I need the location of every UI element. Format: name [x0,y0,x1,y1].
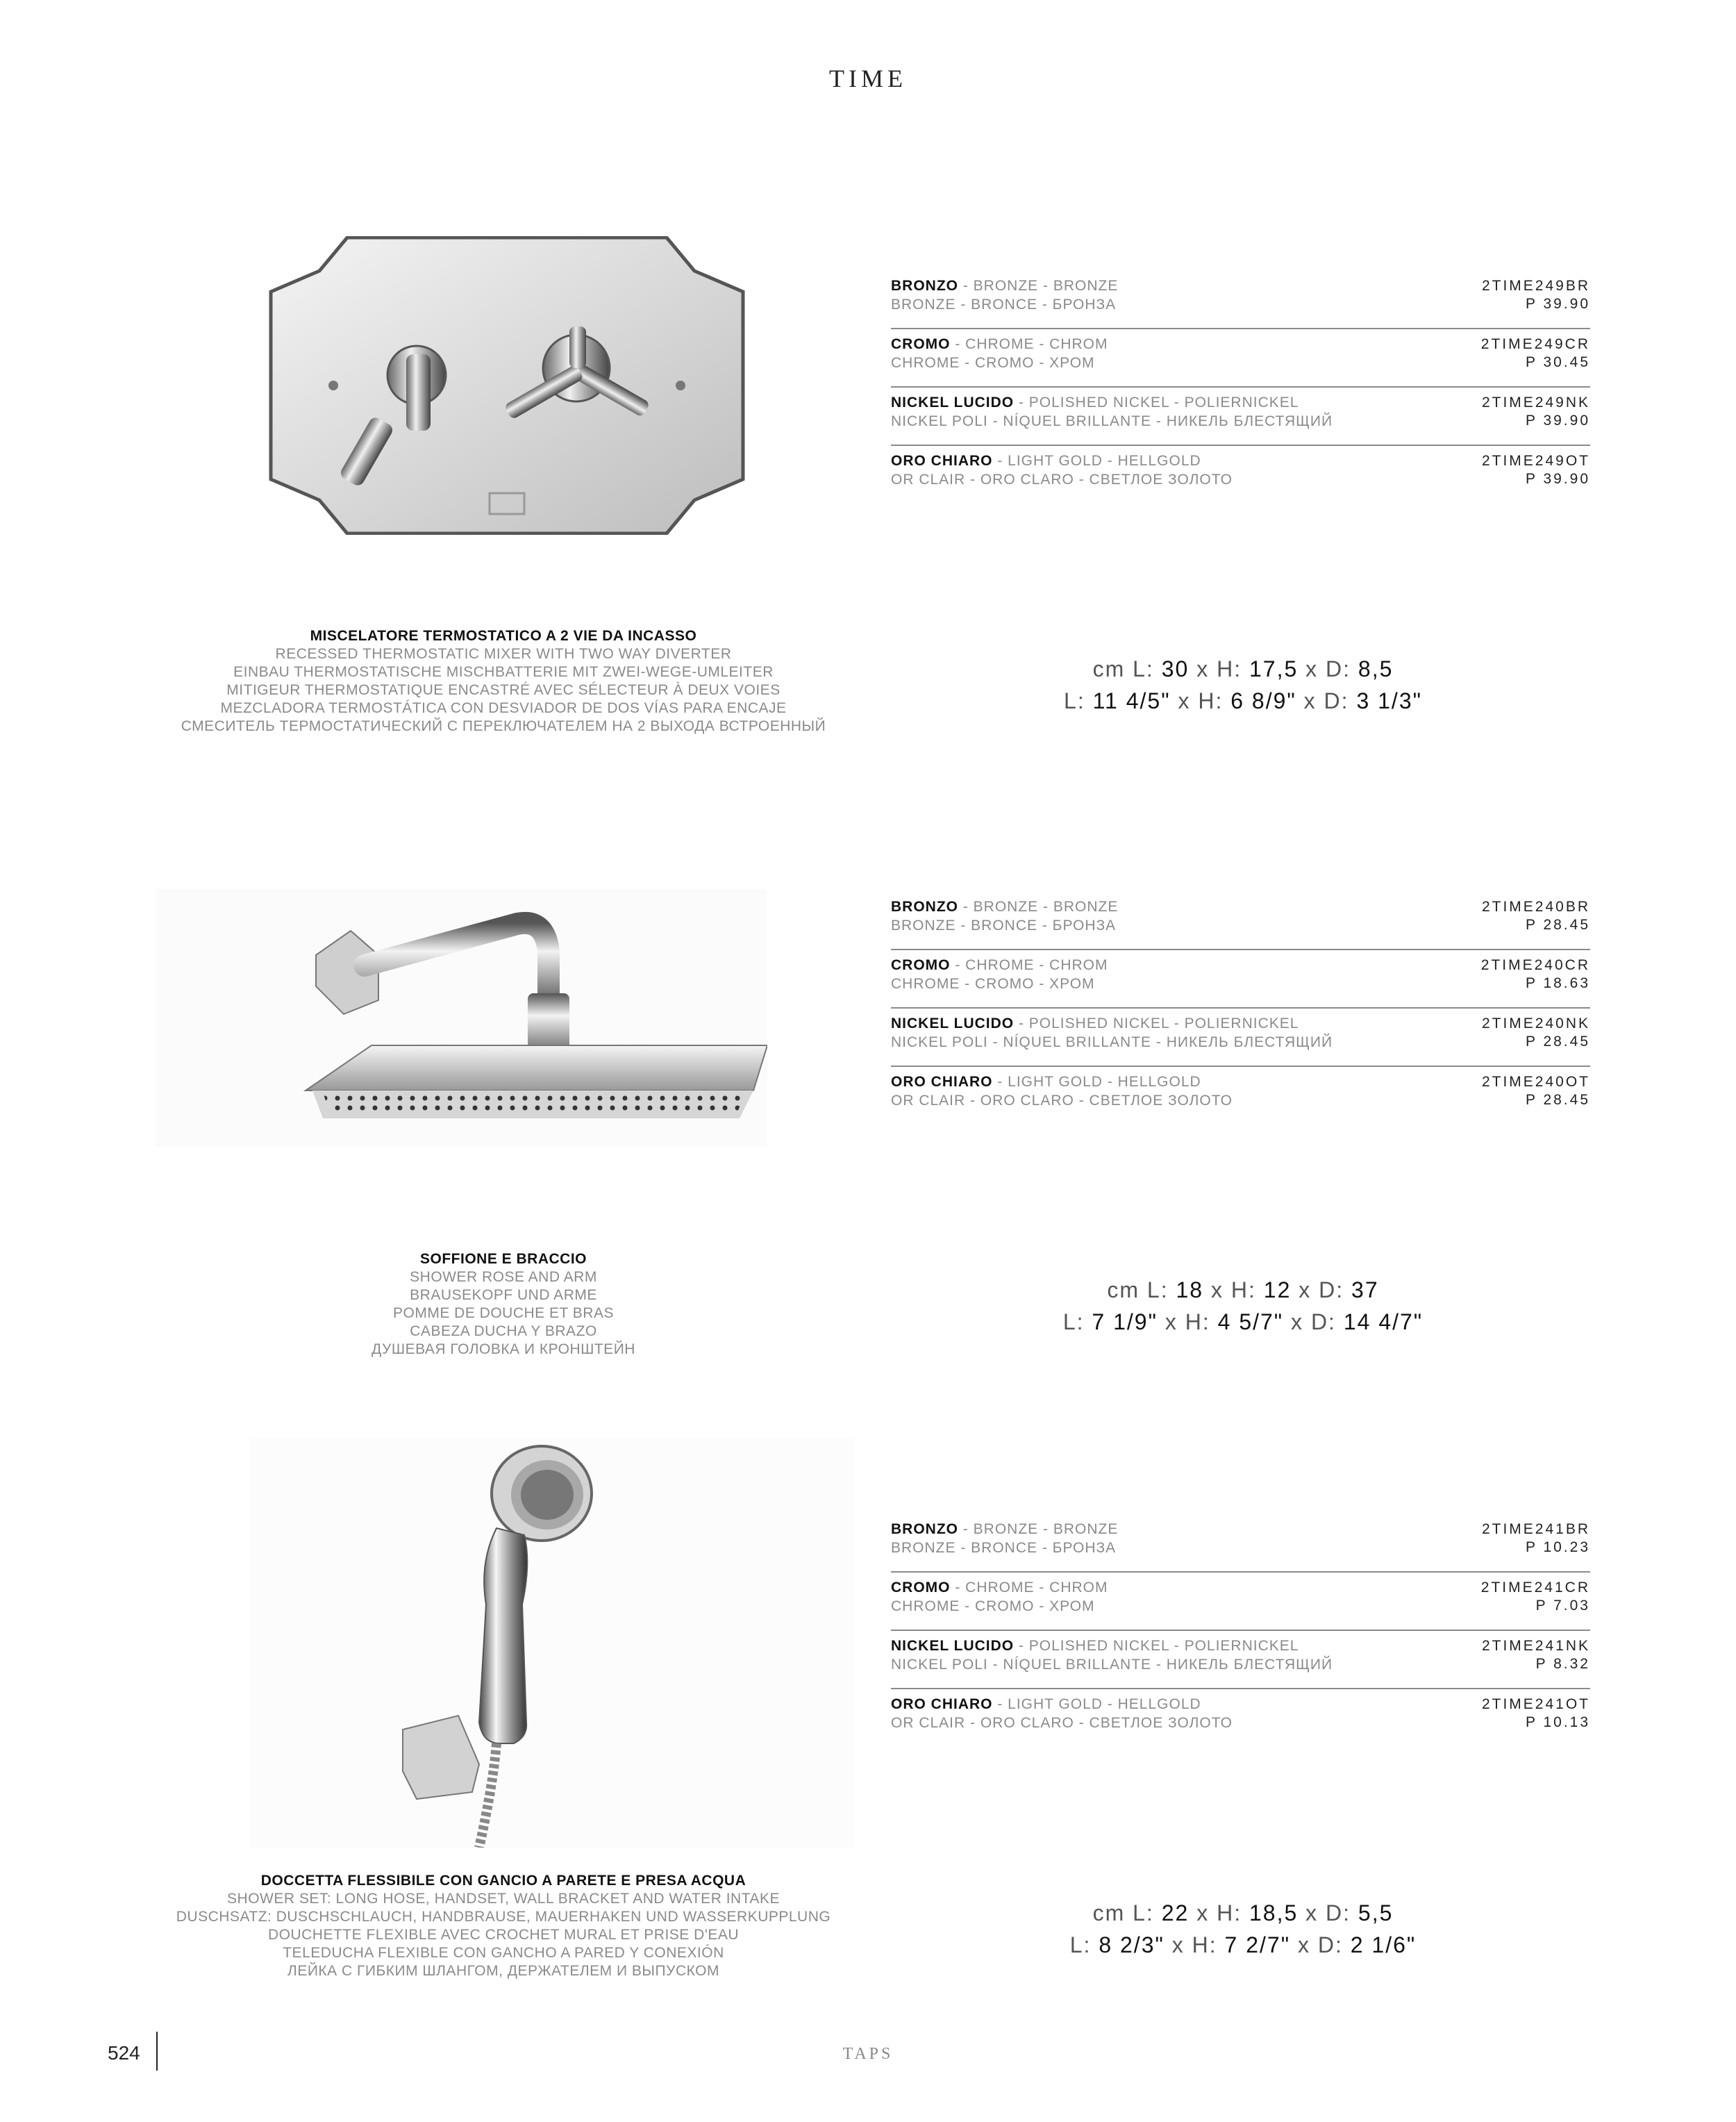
price: P 10.23 [1525,1539,1590,1555]
finish-name: ORO CHIARO [891,1696,993,1712]
product-description [146,1250,861,1359]
dimensions [965,1897,1521,1961]
finish-translations: - BRONZE - BRONZE [958,278,1119,294]
finish-translations-2: NICKEL POLI - NÍQUEL BRILLANTE - НИКЕЛЬ БЛЕСТЯЩИЙ [891,1034,1333,1050]
variant-row [891,1631,1590,1689]
variant-row [891,1067,1590,1124]
dimensions [965,1274,1521,1338]
price: P 39.90 [1525,296,1590,312]
product-code: 2TIME249NK [1481,395,1590,411]
finish-translations-2: OR CLAIR - ORO CLARO - СВЕТЛОЕ ЗОЛОТО [891,472,1233,488]
product-code: 2TIME240OT [1481,1074,1590,1090]
finish-name: NICKEL LUCIDO [891,1638,1015,1654]
description-line: СМЕСИТЕЛЬ ТЕРМОСТАТИЧЕСКИЙ С ПЕРЕКЛЮЧАТЕЛЕМ НА 2 ВЫХОДА ВСТРОЕННЫЙ [181,718,826,734]
variant-row [891,950,1590,1009]
description-line: BRAUSEKOPF UND ARME [410,1287,597,1303]
section-label: TAPS [842,2045,894,2063]
page-number: 524 [108,2042,140,2064]
product-code: 2TIME241CR [1480,1580,1590,1595]
price: P 10.13 [1525,1714,1590,1730]
variant-row [891,1514,1590,1573]
price: P 30.45 [1525,354,1590,370]
dimensions-metric: cm L: 30 x H: 17,5 x D: 8,5 [1092,656,1394,681]
variant-row [891,1009,1590,1067]
finish-name: CROMO [891,957,951,973]
product-code: 2TIME249CR [1480,336,1590,352]
finish-translations: - CHROME - CHROM [950,957,1108,973]
description-line: MEZCLADORA TERMOSTÁTICA CON DESVIADOR DE DOS VÍAS PARA ENCAJE [220,700,787,716]
product-code: 2TIME241NK [1481,1638,1590,1654]
dimensions [965,653,1521,717]
finish-name: ORO CHIARO [891,1074,993,1090]
description-line: SHOWER SET: LONG HOSE, HANDSET, WALL BRACKET AND WATER INTAKE [227,1891,780,1907]
finish-translations-2: CHROME - CROMO - ХРОМ [891,1598,1095,1614]
price: P 8.32 [1535,1656,1590,1672]
finish-translations: - BRONZE - BRONZE [958,899,1119,915]
finish-translations-2: BRONZE - BRONCE - БРОНЗА [891,1540,1117,1556]
product-description [146,627,861,736]
finish-translations-2: OR CLAIR - ORO CLARO - СВЕТЛОЕ ЗОЛОТО [891,1715,1233,1731]
thermostatic-mixer-photo [264,236,750,535]
finish-translations: - POLISHED NICKEL - POLIERNICKEL [1014,1638,1299,1654]
product-code: 2TIME241OT [1481,1696,1590,1712]
description-title: MISCELATORE TERMOSTATICO A 2 VIE DA INCASSO [310,628,697,644]
finish-name: BRONZO [891,899,958,915]
description-line: DOUCHETTE FLEXIBLE AVEC CROCHET MURAL ET PRISE D'EAU [267,1927,740,1943]
variant-list [891,892,1590,1124]
finish-translations: - LIGHT GOLD - HELLGOLD [992,453,1201,469]
variant-row [891,388,1590,446]
finish-translations-2: CHROME - CROMO - ХРОМ [891,355,1095,371]
finish-translations: - LIGHT GOLD - HELLGOLD [992,1696,1201,1712]
description-line: SHOWER ROSE AND ARM [410,1269,597,1285]
description-title: SOFFIONE E BRACCIO [419,1251,587,1267]
finish-translations-2: NICKEL POLI - NÍQUEL BRILLANTE - НИКЕЛЬ БЛЕСТЯЩИЙ [891,1657,1333,1673]
finish-translations-2: OR CLAIR - ORO CLARO - СВЕТЛОЕ ЗОЛОТО [891,1093,1233,1109]
product-code: 2TIME241BR [1481,1521,1590,1537]
price: P 28.45 [1525,1034,1590,1050]
variant-row [891,892,1590,950]
finish-translations: - CHROME - CHROM [950,336,1108,352]
price: P 39.90 [1525,471,1590,487]
finish-translations-2: BRONZE - BRONCE - БРОНЗА [891,297,1117,313]
description-line: POMME DE DOUCHE ET BRAS [393,1305,614,1321]
variant-row [891,271,1590,329]
description-line: CABEZA DUCHA Y BRAZO [410,1323,597,1339]
dimensions-metric: cm L: 18 x H: 12 x D: 37 [1107,1277,1379,1302]
description-line: EINBAU THERMOSTATISCHE MISCHBATTERIE MIT ZWEI-WEGE-UMLEITER [233,664,774,680]
finish-translations-2: BRONZE - BRONCE - БРОНЗА [891,918,1117,934]
description-line: ЛЕЙКА С ГИБКИМ ШЛАНГОМ, ДЕРЖАТЕЛЕМ И ВЫПУСКОМ [287,1963,719,1979]
variant-row [891,329,1590,388]
finish-translations: - LIGHT GOLD - HELLGOLD [992,1074,1201,1090]
finish-name: BRONZO [891,1521,958,1537]
finish-translations-2: CHROME - CROMO - ХРОМ [891,976,1095,992]
dimensions-imperial: L: 8 2/3" x H: 7 2/7" x D: 2 1/6" [1069,1932,1417,1957]
finish-name: CROMO [891,336,951,352]
variant-row [891,446,1590,503]
shower-set-photo [250,1438,854,1848]
finish-name: CROMO [891,1580,951,1595]
product-code: 2TIME249OT [1481,453,1590,469]
product-code: 2TIME249BR [1481,278,1590,294]
description-line: MITIGEUR THERMOSTATIQUE ENCASTRÉ AVEC SÉLECTEUR À DEUX VOIES [226,682,781,698]
price: P 18.63 [1525,975,1590,991]
price: P 28.45 [1525,917,1590,933]
page-title: TIME [829,65,907,92]
variant-row [891,1689,1590,1746]
price: P 39.90 [1525,413,1590,429]
variant-row [891,1573,1590,1631]
finish-name: ORO CHIARO [891,453,993,469]
variant-list [891,271,1590,503]
price: P 28.45 [1525,1092,1590,1108]
finish-name: BRONZO [891,278,958,294]
description-line: TELEDUCHA FLEXIBLE CON GANCHO A PARED Y CONEXIÓN [283,1945,724,1961]
description-line: RECESSED THERMOSTATIC MIXER WITH TWO WAY DIVERTER [275,646,732,662]
product-code: 2TIME240BR [1481,899,1590,915]
shower-rose-photo [156,889,767,1146]
price: P 7.03 [1535,1598,1590,1614]
finish-translations: - POLISHED NICKEL - POLIERNICKEL [1014,1016,1299,1031]
finish-translations-2: NICKEL POLI - NÍQUEL BRILLANTE - НИКЕЛЬ БЛЕСТЯЩИЙ [891,413,1333,429]
description-title: DOCCETTA FLESSIBILE CON GANCIO A PARETE E PRESA ACQUA [260,1873,746,1889]
dimensions-imperial: L: 7 1/9" x H: 4 5/7" x D: 14 4/7" [1062,1309,1424,1334]
finish-name: NICKEL LUCIDO [891,1016,1015,1031]
finish-translations: - CHROME - CHROM [950,1580,1108,1595]
finish-translations: - POLISHED NICKEL - POLIERNICKEL [1014,395,1299,411]
dimensions-metric: cm L: 22 x H: 18,5 x D: 5,5 [1092,1900,1394,1925]
product-code: 2TIME240CR [1480,957,1590,973]
finish-translations: - BRONZE - BRONZE [958,1521,1119,1537]
product-description [146,1872,861,1980]
dimensions-imperial: L: 11 4/5" x H: 6 8/9" x D: 3 1/3" [1064,688,1422,713]
description-line: DUSCHSATZ: DUSCHSCHLAUCH, HANDBRAUSE, MAUERHAKEN UND WASSERKUPPLUNG [176,1909,831,1925]
description-line: ДУШЕВАЯ ГОЛОВКА И КРОНШТЕЙН [372,1341,635,1357]
finish-name: NICKEL LUCIDO [891,395,1015,411]
product-code: 2TIME240NK [1481,1016,1590,1031]
variant-list [891,1514,1590,1746]
